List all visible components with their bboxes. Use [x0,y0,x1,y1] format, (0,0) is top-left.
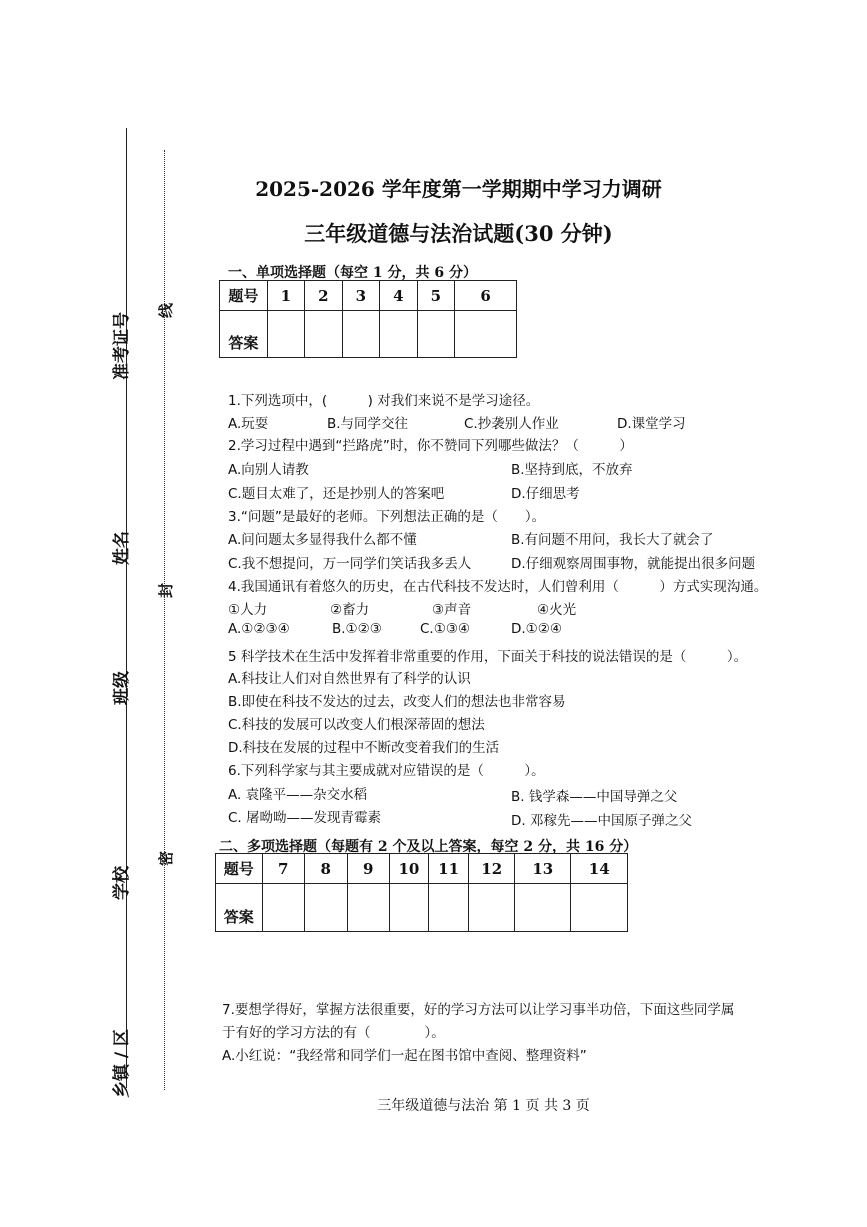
q1-option-b: B.与同学交往 [327,416,409,432]
question-number: 4 [380,281,418,311]
question-number: 5 [417,281,455,311]
section1-answer-table [219,280,517,358]
exam-subtitle: 三年级道德与法治试题(30 分钟) [304,221,613,246]
q3-option-c: C.我不想提问，万一同学们笑话我多丢人 [228,556,472,572]
q6-option-b: B. 钱学森——中国导弹之父 [511,789,678,805]
q2-option-c: C.题目太难了，还是抄别人的答案吧 [228,486,445,502]
answer-cell[interactable] [428,884,469,932]
question-number: 11 [428,854,469,884]
q4-option-b: B.①②③ [332,621,382,637]
row-label: 题号 [220,281,268,311]
q4-item-2: ②畜力 [330,602,370,618]
question-number: 3 [342,281,380,311]
q2-option-a: A.向别人请教 [228,462,309,478]
q5-stem: 5 科学技术在生活中发挥着非常重要的作用，下面关于科技的说法错误的是（ ）。 [228,649,748,665]
q3-option-b: B.有问题不用问，我长大了就会了 [511,532,714,548]
section1-heading: 一、单项选择题（每空 1 分，共 6 分） [228,265,477,281]
question-number: 9 [347,854,390,884]
q6-stem: 6.下列科学家与其主要成就对应错误的是（ ）。 [228,763,545,779]
answer-cell[interactable] [390,884,429,932]
binding-dashed-line [164,150,165,1090]
question-number: 7 [262,854,305,884]
town-district-label: 乡镇 / 区 [112,1028,132,1098]
section2-heading: 二、多项选择题（每题有 2 个及以上答案，每空 2 分，共 16 分） [219,839,638,855]
answer-cell[interactable] [455,311,517,358]
question-number: 8 [305,854,348,884]
name-label: 姓名 [112,531,132,565]
seal-char-line: 线 [157,302,175,318]
answer-cell[interactable] [347,884,390,932]
row-label: 答案 [216,884,263,932]
page-footer: 三年级道德与法治 第 1 页 共 3 页 [377,1098,590,1114]
q7-option-a: A.小红说：“我经常和同学们一起在图书馆中查阅、整理资料” [222,1048,587,1064]
question-number: 6 [455,281,517,311]
exam-number-label: 准考证号 [112,312,132,380]
answer-cell[interactable] [262,884,305,932]
answer-cell[interactable] [342,311,380,358]
q1-stem: 1.下列选项中，( ) 对我们来说不是学习途径。 [228,393,540,409]
q5-option-a: A.科技让人们对自然世界有了科学的认识 [228,671,471,687]
school-label: 学校 [112,866,132,900]
question-number: 14 [571,854,628,884]
question-number: 12 [469,854,515,884]
q5-option-d: D.科技在发展的过程中不断改变着我们的生活 [228,740,500,756]
q4-option-a: A.①②③④ [228,621,290,637]
answer-cell[interactable] [469,884,515,932]
section2-answer-table [215,853,628,932]
q4-item-4: ④火光 [537,602,577,618]
answer-cell[interactable] [515,884,571,932]
q5-option-c: C.科技的发展可以改变人们根深蒂固的想法 [228,717,485,733]
answer-cell[interactable] [267,311,305,358]
exam-title: 2025-2026 学年度第一学期期中学习力调研 [255,177,662,201]
q6-option-d: D. 邓稼先——中国原子弹之父 [511,813,692,829]
q6-option-c: C. 屠呦呦——发现青霉素 [228,810,382,826]
seal-char-secret: 密 [157,850,175,866]
q3-option-a: A.问问题太多显得我什么都不懂 [228,532,417,548]
question-number: 10 [390,854,429,884]
q6-option-a: A. 袁隆平——杂交水稻 [228,787,368,803]
q1-option-c: C.抄袭别人作业 [464,416,559,432]
answer-cell[interactable] [571,884,628,932]
q1-option-a: A.玩耍 [228,416,269,432]
q4-item-1: ①人力 [228,602,268,618]
q2-option-b: B.坚持到底，不放弃 [511,462,633,478]
q4-option-c: C.①③④ [420,621,471,637]
answer-cell[interactable] [417,311,455,358]
row-label: 题号 [216,854,263,884]
q7-stem-line1: 7.要想学得好，掌握方法很重要，好的学习方法可以让学习事半功倍，下面这些同学属 [222,1002,735,1018]
seal-char-seal: 封 [157,582,175,598]
q3-option-d: D.仔细观察周围事物，就能提出很多问题 [511,556,756,572]
q4-option-d: D.①②④ [511,621,562,637]
q2-stem: 2.学习过程中遇到“拦路虎”时，你不赞同下列哪些做法？（ ） [228,438,633,454]
class-label: 班级 [112,671,132,705]
question-number: 1 [267,281,305,311]
binding-solid-line [126,128,127,1088]
answer-cell[interactable] [380,311,418,358]
q1-option-d: D.课堂学习 [617,416,686,432]
answer-cell[interactable] [305,884,348,932]
answer-cell[interactable] [305,311,343,358]
q7-stem-line2: 于有好的学习方法的有（ ）。 [222,1025,445,1041]
q5-option-b: B.即使在科技不发达的过去，改变人们的想法也非常容易 [228,694,566,710]
q4-item-3: ③声音 [432,602,472,618]
row-label: 答案 [220,311,268,358]
question-number: 13 [515,854,571,884]
q4-stem: 4.我国通讯有着悠久的历史，在古代科技不发达时，人们曾利用（ ）方式实现沟通。 [228,579,768,595]
question-number: 2 [305,281,343,311]
q3-stem: 3.“问题”是最好的老师。下列想法正确的是（ ）。 [228,509,546,525]
q2-option-d: D.仔细思考 [511,486,580,502]
